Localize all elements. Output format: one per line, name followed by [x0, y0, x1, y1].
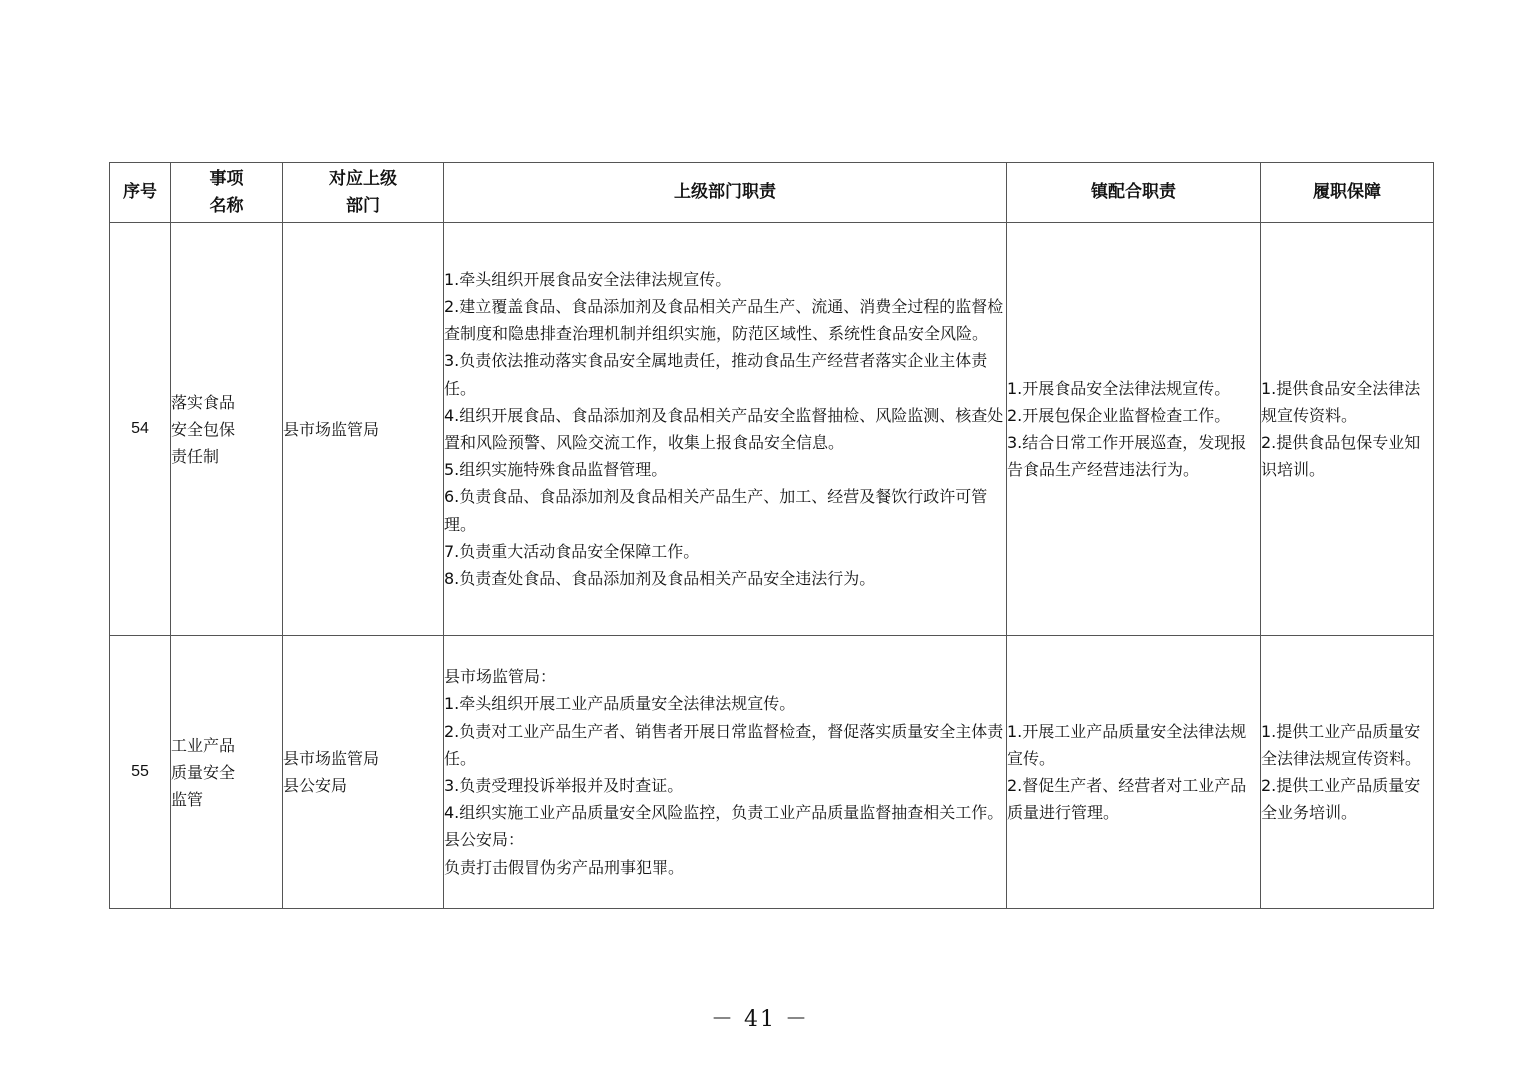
duty-item: 2.建立覆盖食品、食品添加剂及食品相关产品生产、流通、消费全过程的监督检查制度和隐患排查治理机制并组织实施，防范区域性、系统性食品安全风险。: [444, 296, 1004, 344]
duty-table: [109, 162, 1434, 909]
header-seq: 序号: [110, 163, 171, 223]
duty-item: 4.组织实施工业产品质量安全风险监控，负责工业产品质量监督抽查相关工作。: [444, 803, 1004, 823]
guarantee-item: 2.提供工业产品质量安全业务培训。: [1261, 776, 1421, 823]
row-upper-duties: [444, 223, 1007, 636]
duty-item: 5.组织实施特殊食品监督管理。: [444, 460, 668, 480]
row-dept: [283, 636, 444, 909]
duty-item: 4.组织开展食品、食品添加剂及食品相关产品安全监督抽检、风险监测、核查处置和风险预警、风险交流工作，收集上报食品安全信息。: [444, 405, 1004, 452]
header-town-duties: 镇配合职责: [1007, 163, 1261, 223]
header-upper-duties: 上级部门职责: [444, 163, 1007, 223]
duty-item: 县公安局：: [444, 830, 525, 850]
row-guarantee: [1261, 636, 1434, 909]
guarantee-item: 1.提供工业产品质量安全法律法规宣传资料。: [1261, 721, 1422, 768]
duty-item: 2.负责对工业产品生产者、销售者开展日常监督检查，督促落实质量安全主体责任。: [444, 721, 1004, 768]
table-row: [110, 636, 1434, 909]
row-item-name: [171, 636, 283, 909]
row-upper-duties: [444, 636, 1007, 909]
header-name-line: 名称: [209, 195, 244, 216]
row-seq: 55: [110, 636, 171, 909]
row-item-name: [171, 223, 283, 636]
table-row: [110, 223, 1434, 636]
page-number: － 41 －: [711, 1007, 809, 1032]
dept-line: 县公安局: [283, 776, 348, 795]
row-seq: 54: [110, 223, 171, 636]
row-guarantee: [1261, 223, 1434, 636]
town-duty-item: 1.开展食品安全法律法规宣传。: [1007, 378, 1231, 398]
item-name-line: 落实食品: [171, 392, 236, 412]
header-guarantee: 履职保障: [1261, 163, 1434, 223]
header-name-line: 事项: [209, 168, 244, 189]
row-town-duties: [1007, 636, 1261, 909]
header-dept-line: 部门: [346, 195, 380, 216]
dept-line: 县市场监管局: [283, 749, 380, 768]
header-dept: [283, 163, 444, 223]
item-name-line: 质量安全: [171, 762, 236, 782]
town-duty-item: 2.督促生产者、经营者对工业产品质量进行管理。: [1007, 776, 1247, 823]
header-name: [171, 163, 283, 223]
row-town-duties: [1007, 223, 1261, 636]
item-name-line: 责任制: [171, 446, 220, 466]
guarantee-item: 1.提供食品安全法律法规宣传资料。: [1261, 378, 1421, 425]
town-duty-item: 3.结合日常工作开展巡查，发现报告食品生产经营违法行为。: [1007, 433, 1247, 480]
duty-item: 1.牵头组织开展食品安全法律法规宣传。: [444, 269, 732, 289]
header-dept-line: 对应上级: [329, 168, 397, 189]
town-duty-item: 2.开展包保企业监督检查工作。: [1007, 405, 1231, 425]
duty-item: 6.负责食品、食品添加剂及食品相关产品生产、加工、经营及餐饮行政许可管理。: [444, 487, 988, 534]
duty-item: 8.负责查处食品、食品添加剂及食品相关产品安全违法行为。: [444, 569, 876, 589]
dept-line: 县市场监管局: [283, 419, 380, 439]
duty-item: 3.负责受理投诉举报并及时查证。: [444, 776, 684, 795]
duty-item: 负责打击假冒伪劣产品刑事犯罪。: [444, 857, 685, 877]
duty-item: 县市场监管局：: [444, 667, 557, 687]
row-dept: [283, 223, 444, 636]
town-duty-item: 1.开展工业产品质量安全法律法规宣传。: [1007, 721, 1247, 768]
guarantee-item: 2.提供食品包保专业知识培训。: [1261, 433, 1421, 480]
duty-item: 7.负责重大活动食品安全保障工作。: [444, 541, 700, 561]
duty-item: 1.牵头组织开展工业产品质量安全法律法规宣传。: [444, 694, 796, 714]
duty-item: 3.负责依法推动落实食品安全属地责任，推动食品生产经营者落实企业主体责任。: [444, 351, 988, 398]
item-name-line: 安全包保: [171, 419, 236, 439]
item-name-line: 监管: [171, 789, 204, 809]
item-name-line: 工业产品: [171, 735, 236, 755]
header-row: [110, 163, 1434, 223]
